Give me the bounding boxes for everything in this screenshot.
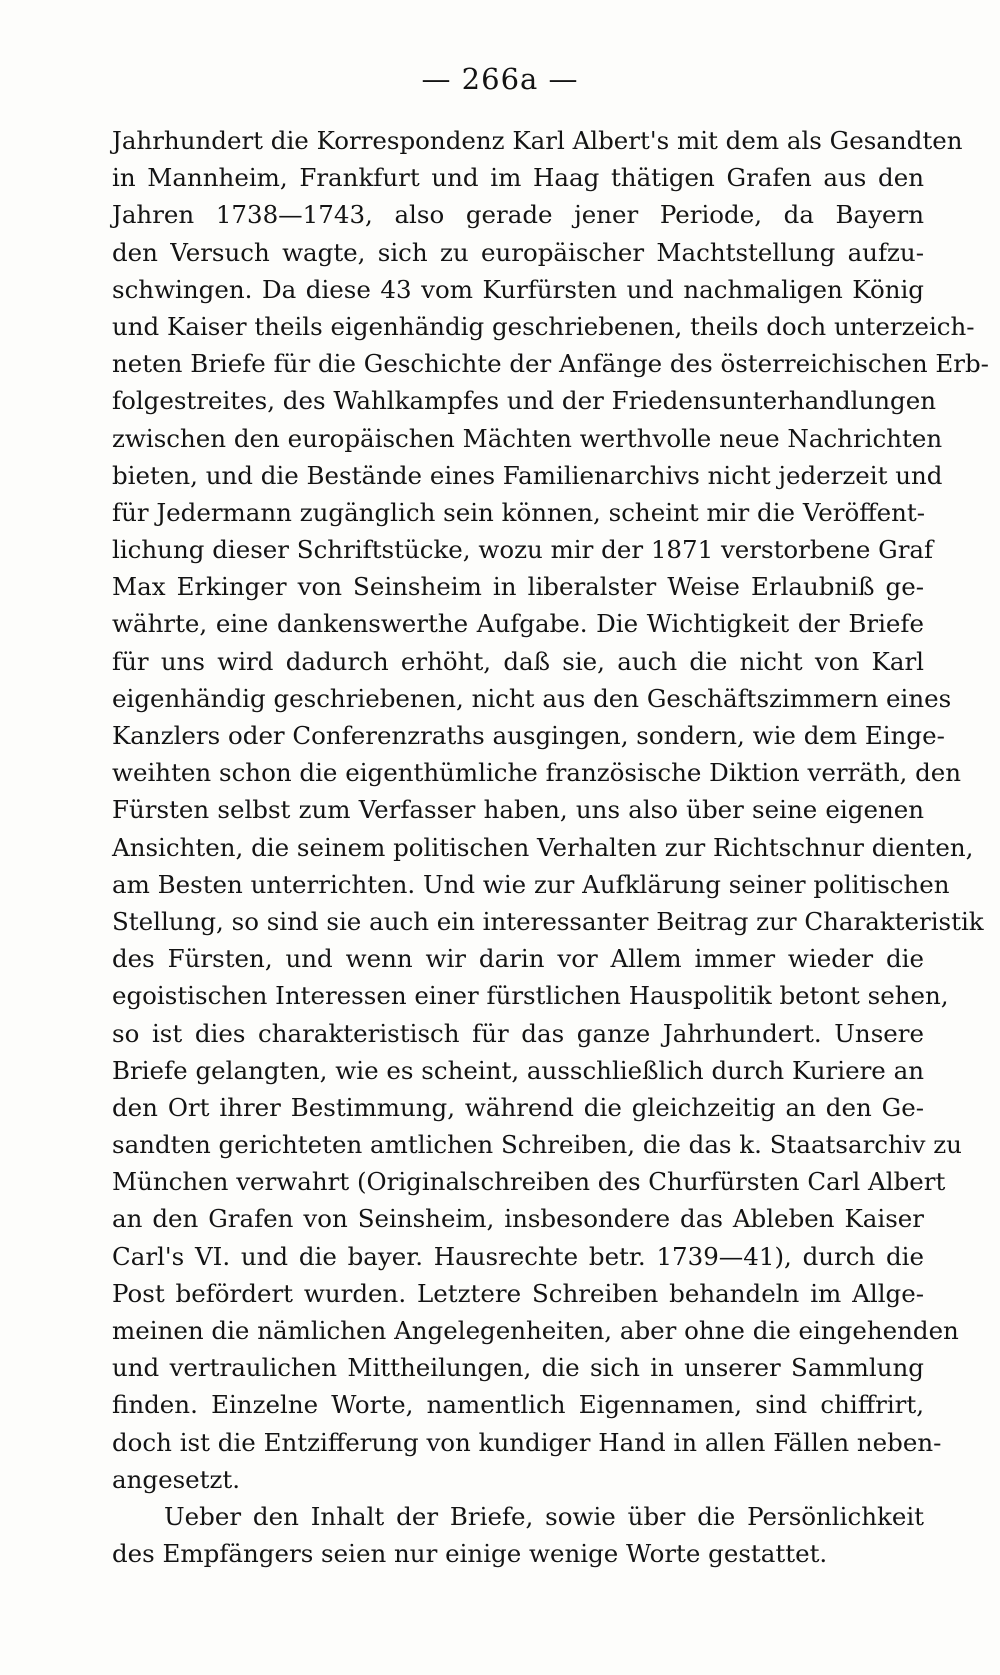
text-line: des Empfängers seien nur einige wenige Worte gestattet. [112, 1539, 828, 1569]
text-line: Jahren 1738—1743, also gerade jener Periode, da Bayern [112, 200, 924, 230]
text-line: lichung dieser Schriftstücke, wozu mir der 1871 verstorbene Graf [112, 535, 934, 565]
text-line: sandten gerichteten amtlichen Schreiben, die das k. Staatsarchiv zu [112, 1130, 962, 1160]
text-line: eigenhändig geschriebenen, nicht aus den Geschäftszimmern eines [112, 683, 952, 713]
text-line: Kanzlers oder Conferenzraths ausgingen, sondern, wie dem Einge- [112, 721, 945, 750]
text-line: den Ort ihrer Bestimmung, während die gleichzeitig an den Ge- [112, 1092, 924, 1122]
text-line: finden. Einzelne Worte, namentlich Eigennamen, sind chiffrirt, [112, 1390, 924, 1420]
text-line: am Besten unterrichten. Und wie zur Aufklärung seiner politischen [112, 869, 950, 899]
text-line: neten Briefe für die Geschichte der Anfänge des österreichischen Erb- [112, 349, 989, 379]
text-line: in Mannheim, Frankfurt und im Haag thätigen Grafen aus den [112, 163, 924, 193]
text-line: den Versuch wagte, sich zu europäischer Machtstellung aufzu- [112, 237, 924, 267]
text-line: zwischen den europäischen Mächten werthvolle neue Nachrichten [112, 423, 943, 453]
text-line: Jahrhundert die Korrespondenz Karl Albert's mit dem als Gesandten [112, 126, 963, 155]
text-line: so ist dies charakteristisch für das ganze Jahrhundert. Unsere [112, 1018, 924, 1048]
text-line: für uns wird dadurch erhöht, daß sie, auch die nicht von Karl [112, 646, 924, 676]
page-body-text [112, 122, 989, 1572]
text-line: bieten, und die Bestände eines Familienarchivs nicht jederzeit und [112, 460, 943, 490]
text-line: Max Erkinger von Seinsheim in liberalster Weise Erlaubniß ge- [112, 572, 924, 602]
text-line: währte, eine dankenswerthe Aufgabe. Die Wichtigkeit der Briefe [112, 609, 924, 639]
text-line: egoistischen Interessen einer fürstlichen Hauspolitik betont sehen, [112, 981, 949, 1011]
text-line: folgestreites, des Wahlkampfes und der Friedensunterhandlungen [112, 386, 937, 416]
text-line: Ansichten, die seinem politischen Verhalten zur Richtschnur dienten, [112, 832, 974, 862]
text-line: angesetzt. [112, 1464, 241, 1494]
text-line: Ueber den Inhalt der Briefe, sowie über die Persönlichkeit [164, 1501, 924, 1531]
text-line: Post befördert wurden. Letztere Schreiben behandeln im Allge- [112, 1278, 924, 1308]
text-line: des Fürsten, und wenn wir darin vor Allem immer wieder die [112, 944, 924, 974]
text-line: und Kaiser theils eigenhändig geschriebenen, theils doch unterzeich- [112, 311, 975, 341]
paragraph-1 [112, 122, 989, 1498]
text-line: Stellung, so sind sie auch ein interessanter Beitrag zur Charakteristik [112, 906, 984, 936]
text-line: weihten schon die eigenthümliche französische Diktion verräth, den [112, 758, 962, 788]
text-line: Briefe gelangten, wie es scheint, ausschließlich durch Kuriere an [112, 1055, 924, 1085]
text-line: Fürsten selbst zum Verfasser haben, uns also über seine eigenen [112, 795, 924, 825]
text-line: schwingen. Da diese 43 vom Kurfürsten und nachmaligen König [112, 274, 924, 304]
text-line: für Jedermann zugänglich sein können, scheint mir die Veröffent- [112, 497, 926, 527]
text-line: an den Grafen von Seinsheim, insbesondere das Ableben Kaiser [112, 1204, 924, 1234]
text-line: München verwahrt (Originalschreiben des Churfürsten Carl Albert [112, 1167, 946, 1197]
paragraph-2 [112, 1498, 924, 1572]
text-line: meinen die nämlichen Angelegenheiten, aber ohne die eingehenden [112, 1316, 959, 1345]
text-line: Carl's VI. und die bayer. Hausrechte betr. 1739—41), durch die [112, 1241, 924, 1271]
text-line: doch ist die Entzifferung von kundiger Hand in allen Fällen neben- [112, 1427, 942, 1457]
text-line: und vertraulichen Mittheilungen, die sich in unserer Sammlung [112, 1353, 924, 1383]
page-number-header: — 266a — [421, 62, 579, 96]
